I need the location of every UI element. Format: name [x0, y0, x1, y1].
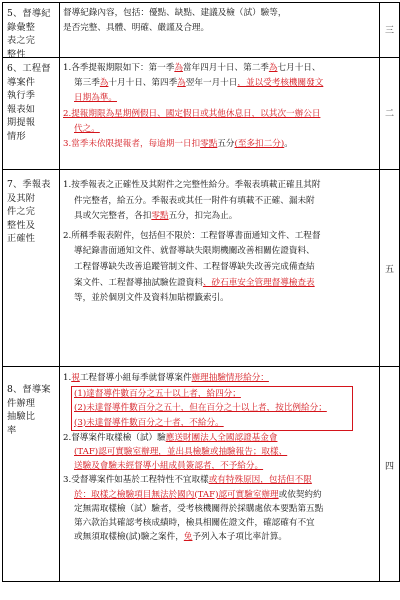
- evaluation-table: [2, 2, 400, 582]
- row-score: 二: [384, 109, 394, 119]
- row-score: 三: [384, 26, 394, 36]
- row-label: 5、督導紀 錄彙整 表之完 整性: [7, 8, 51, 60]
- row-content: 1.視工程督導小組每季就督導案件辦理抽驗情形給分： (1)達督導件數百分之五十以上者，給四分； (2)未達督導件數百分之五十，但在百分之十以上者，按比例給分； (3)未達督導件數百分之十者，不給分。 2.督導案件取樣檢（試）驗應送財團法人全國認證基金會 (TAF)認可實驗室辦理，並出具檢驗或抽驗報告；取樣、 送驗及會驗未經督導小組成員簽認者，不予給分。 3.受督導案件如基於工程特性不宜取樣或有特殊原因，包括但不限 於：取樣之檢驗項目無法於國內(TAF)認可實驗室辦理或依契約約 定無需取樣檢（試）驗者，受考核機關得於採購處依本要點第五點 第六款治其確認考核成績時，檢具相關佐證文件，確認確有不宜 或無須取樣檢(試)驗之案件，免予列入本子項比率計算。: [63, 371, 375, 544]
- row-score: 五: [384, 265, 394, 275]
- table-row: [3, 2, 399, 60]
- row-label: 6、工程督 導案件 執行季 報表如 期提報 情形: [7, 63, 51, 142]
- row-label: 8、督導案 件辦理 抽驗比 率: [7, 384, 51, 436]
- row-content: 1.各季提報期限如下：第一季為當年四月十日、第二季為七月十日、 第三季為十月十日、第四季為翌年一月十日，並以受考核機關發文 日期為準。 2.提報期限為星期例假日、國定假日或其他休息日，以其次一辦公日 代之。 3.當季未依限提報者，每逾期一日扣零點五分(至多扣二分)。: [63, 63, 324, 150]
- row-content: 督導紀錄內容，包括：優點、缺點、建議及檢（試）驗等， 是否完整、具體、明確、嚴謹及合理。: [63, 8, 287, 34]
- table-row: [3, 57, 399, 169]
- row-score: 四: [384, 462, 394, 472]
- row-content: 1.按季報表之正確性及其附件之完整性給分。季報表填載正確且其附 件完整者，給五分。季報表或其任一附件有填載不正確、漏未附 具或欠完整者，各扣零點五分，扣完為止。 2.所稱季報表附件，包括但不限於：工程督導書面通知文件、工程督 導紀錄書面通知文件、就督導缺失限期機關改善相關佐證資料、 工程督導缺失改善追蹤管制文件、工程督導缺失改善完成備查結 案文件、工程督導抽試驗佐證資料、砂石車安全管理督導檢查表 等，並於個別文件及資料加貼標籤索引。: [63, 180, 321, 304]
- scoring-criteria-box: (1)達督導件數百分之五十以上者，給四分； (2)未達督導件數百分之五十，但在百分之十以上者，按比例給分； (3)未達督導件數百分之十者，不給分。: [71, 386, 353, 431]
- row-label: 7、季報表 及其附 件之完 整性及 正確性: [7, 179, 51, 245]
- table-row: [3, 366, 399, 582]
- table-row: [3, 169, 399, 366]
